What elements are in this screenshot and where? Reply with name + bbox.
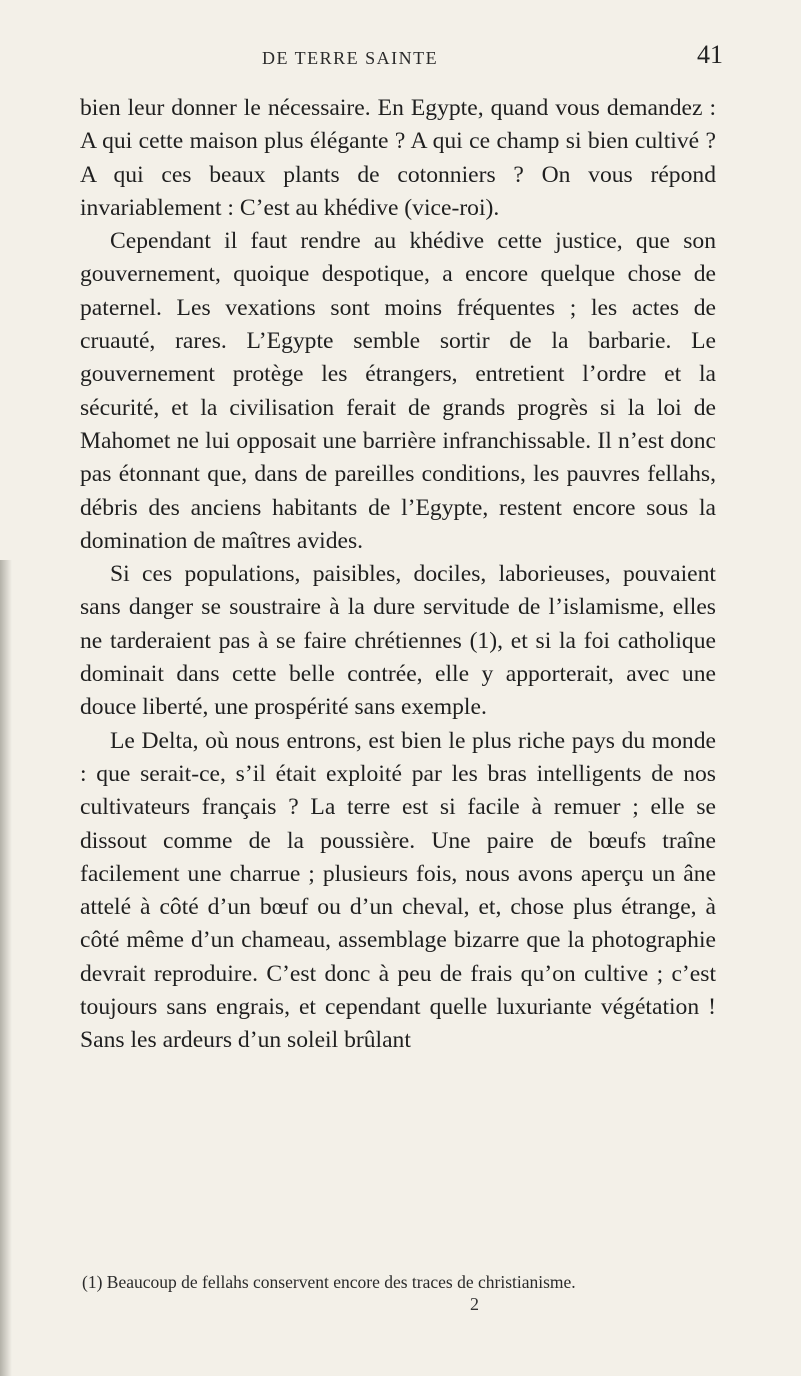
running-title: DE TERRE SAINTE [262, 48, 439, 68]
paragraph: Cependant il faut rendre au khédive cette justice, que son gouvernement, quoique despotique, a encore quelque chose de paternel. Les vexations sont moins fréquentes ; les actes de cruauté, rares. L’Egypte semble sortir de la barbarie. Le gouvernement protège les étrangers, entretient l’ordre et la sécurité, et la civilisation ferait de grands progrès si la loi de Mahomet ne lui opposait une barrière infranchissable. Il n’est donc pas étonnant que, dans de pareilles conditions, les pauvres fellahs, débris des anciens habitants de l’Egypte, restent encore sous la domination de maîtres avides. [80, 228, 716, 554]
paragraph: Le Delta, où nous entrons, est bien le plus riche pays du monde : que serait-ce, s’il était exploité par les bras intelligents de nos cultivateurs français ? La terre est si facile à remuer ; elle se dissout comme de la poussière. Une paire de bœufs traîne facilement une charrue ; plusieurs fois, nous avons aperçu un âne attelé à côté d’un bœuf ou d’un cheval, et, chose plus étrange, à côté même d’un chameau, assemblage bizarre que la photographie devrait reproduire. C’est donc à peu de frais qu’on cultive ; c’est toujours sans engrais, et cependant quelle luxuriante végétation ! Sans les ardeurs d’un soleil brûlant [80, 727, 716, 1054]
page-number: 41 [697, 40, 723, 69]
paragraph: Si ces populations, paisibles, dociles, laborieuses, pouvaient sans danger se soustraire à la dure servitude de l’islamisme, elles ne tarderaient pas à se faire chrétiennes (1), et si la foi catholique dominait dans cette belle contrée, elle y apporterait, avec une douce liberté, une prospérité sans exemple. [80, 561, 716, 721]
paragraph: bien leur donner le nécessaire. En Egypte, quand vous demandez : A qui cette maison plus élégante ? A qui ce champ si bien cultivé ? A qui ces beaux plants de cotonniers ? On vous répond invariablement : C’est au khédive (vice-roi). [80, 95, 716, 221]
page-edge-shadow [0, 560, 12, 1376]
signature-mark: 2 [470, 1294, 479, 1314]
footnote: (1) Beaucoup de fellahs conservent encore des traces de christianisme. [82, 1272, 576, 1292]
running-head [0, 32, 801, 72]
body-text [80, 92, 716, 1058]
